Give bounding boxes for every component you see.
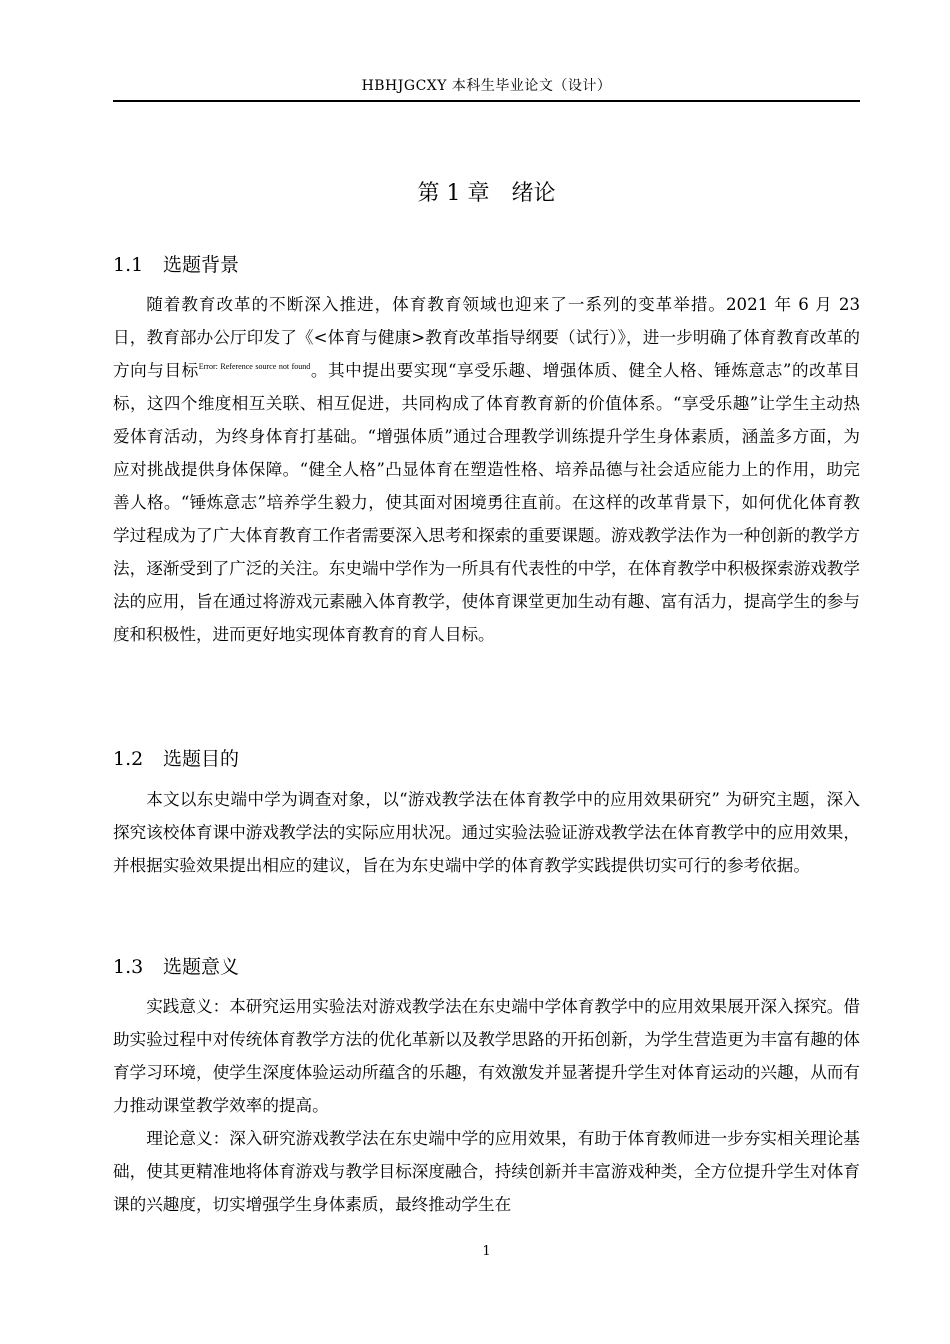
paragraph-purpose: 本文以东史端中学为调查对象，以“游戏教学法在体育教学中的应用效果研究” 为研究主题，深入探究该校体育课中游戏教学法的实际应用状况。通过实验法验证游戏教学法在体育教学中的应用效果，并根据实验效果提出相应的建议，旨在为东史端中学的体育教学实践提供切实可行的参考依据。	[113, 790, 860, 875]
section-number: 1.1	[113, 254, 144, 276]
section-title: 选题意义	[163, 956, 240, 978]
chapter-number: 第 1 章	[417, 181, 490, 206]
chapter-name: 绪论	[511, 181, 556, 206]
section-number: 1.3	[113, 956, 144, 978]
page-number: 1	[482, 1244, 491, 1259]
paragraph-practical-significance: 实践意义：本研究运用实验法对游戏教学法在东史端中学体育教学中的应用效果展开深入探究。借助实验过程中对传统体育教学方法的优化革新以及教学思路的开拓创新，为学生营造更为丰富有趣的体育学习环境，使学生深度体验运动所蕴含的乐趣，有效激发并显著提升学生对体育运动的兴趣，从而有力推动课堂教学效率的提高。	[113, 997, 860, 1115]
section-title: 选题背景	[163, 254, 240, 276]
section-heading-1-3	[113, 953, 239, 981]
paragraph-text: 。其中提出要实现“享受乐趣、增强体质、健全人格、锤炼意志”的改革目标，这四个维度相互关联、相互促进，共同构成了体育教育新的价值体系。“享受乐趣”让学生主动热爱体育活动，为终身体育打基础。“增强体质”通过合理教学训练提升学生身体素质，涵盖多方面，为应对挑战提供身体保障。“健全人格”凸显体育在塑造性格、培养品德与社会适应能力上的作用，助完善人格。“锤炼意志”培养学生毅力，使其面对困境勇往直前。在这样的改革背景下，如何优化体育教学过程成为了广大体育教育工作者需要深入思考和探索的重要课题。游戏教学法作为一种创新的教学方法，逐渐受到了广泛的关注。东史端中学作为一所具有代表性的中学，在体育教学中积极探索游戏教学法的应用，旨在通过将游戏元素融入体育教学，使体育课堂更加生动有趣、富有活力，提高学生的参与度和积极性，进而更好地实现体育教育的育人目标。	[113, 361, 860, 644]
section-heading-1-2	[113, 745, 239, 773]
paragraph-theoretical-significance: 理论意义：深入研究游戏教学法在东史端中学的应用效果，有助于体育教师进一步夯实相关理论基础，使其更精准地将体育游戏与教学目标深度融合，持续创新并丰富游戏种类，全方位提升学生对体育课的兴趣度，切实增强学生身体素质，最终推动学生在	[113, 1129, 860, 1214]
section-number: 1.2	[113, 748, 144, 770]
chapter-title	[113, 178, 860, 210]
reference-error-note: Error: Reference source not found	[198, 362, 311, 371]
paragraph-text: 随着教育改革的不断深入推进，体育教育领域也迎来了一系列的变革举措。2021 年 6 月 23 日，教育部办公厅印发了《<体育与健康>教育改革指导纲要（试行）》，进一步明确了体育教育改革的方向与目标	[113, 295, 860, 380]
section-title: 选题目的	[163, 748, 240, 770]
paragraph-background	[113, 288, 860, 651]
section-heading-1-1	[113, 251, 239, 279]
running-header: HBHJGCXY 本科生毕业论文（设计）	[361, 78, 612, 94]
header-rule	[113, 100, 860, 102]
